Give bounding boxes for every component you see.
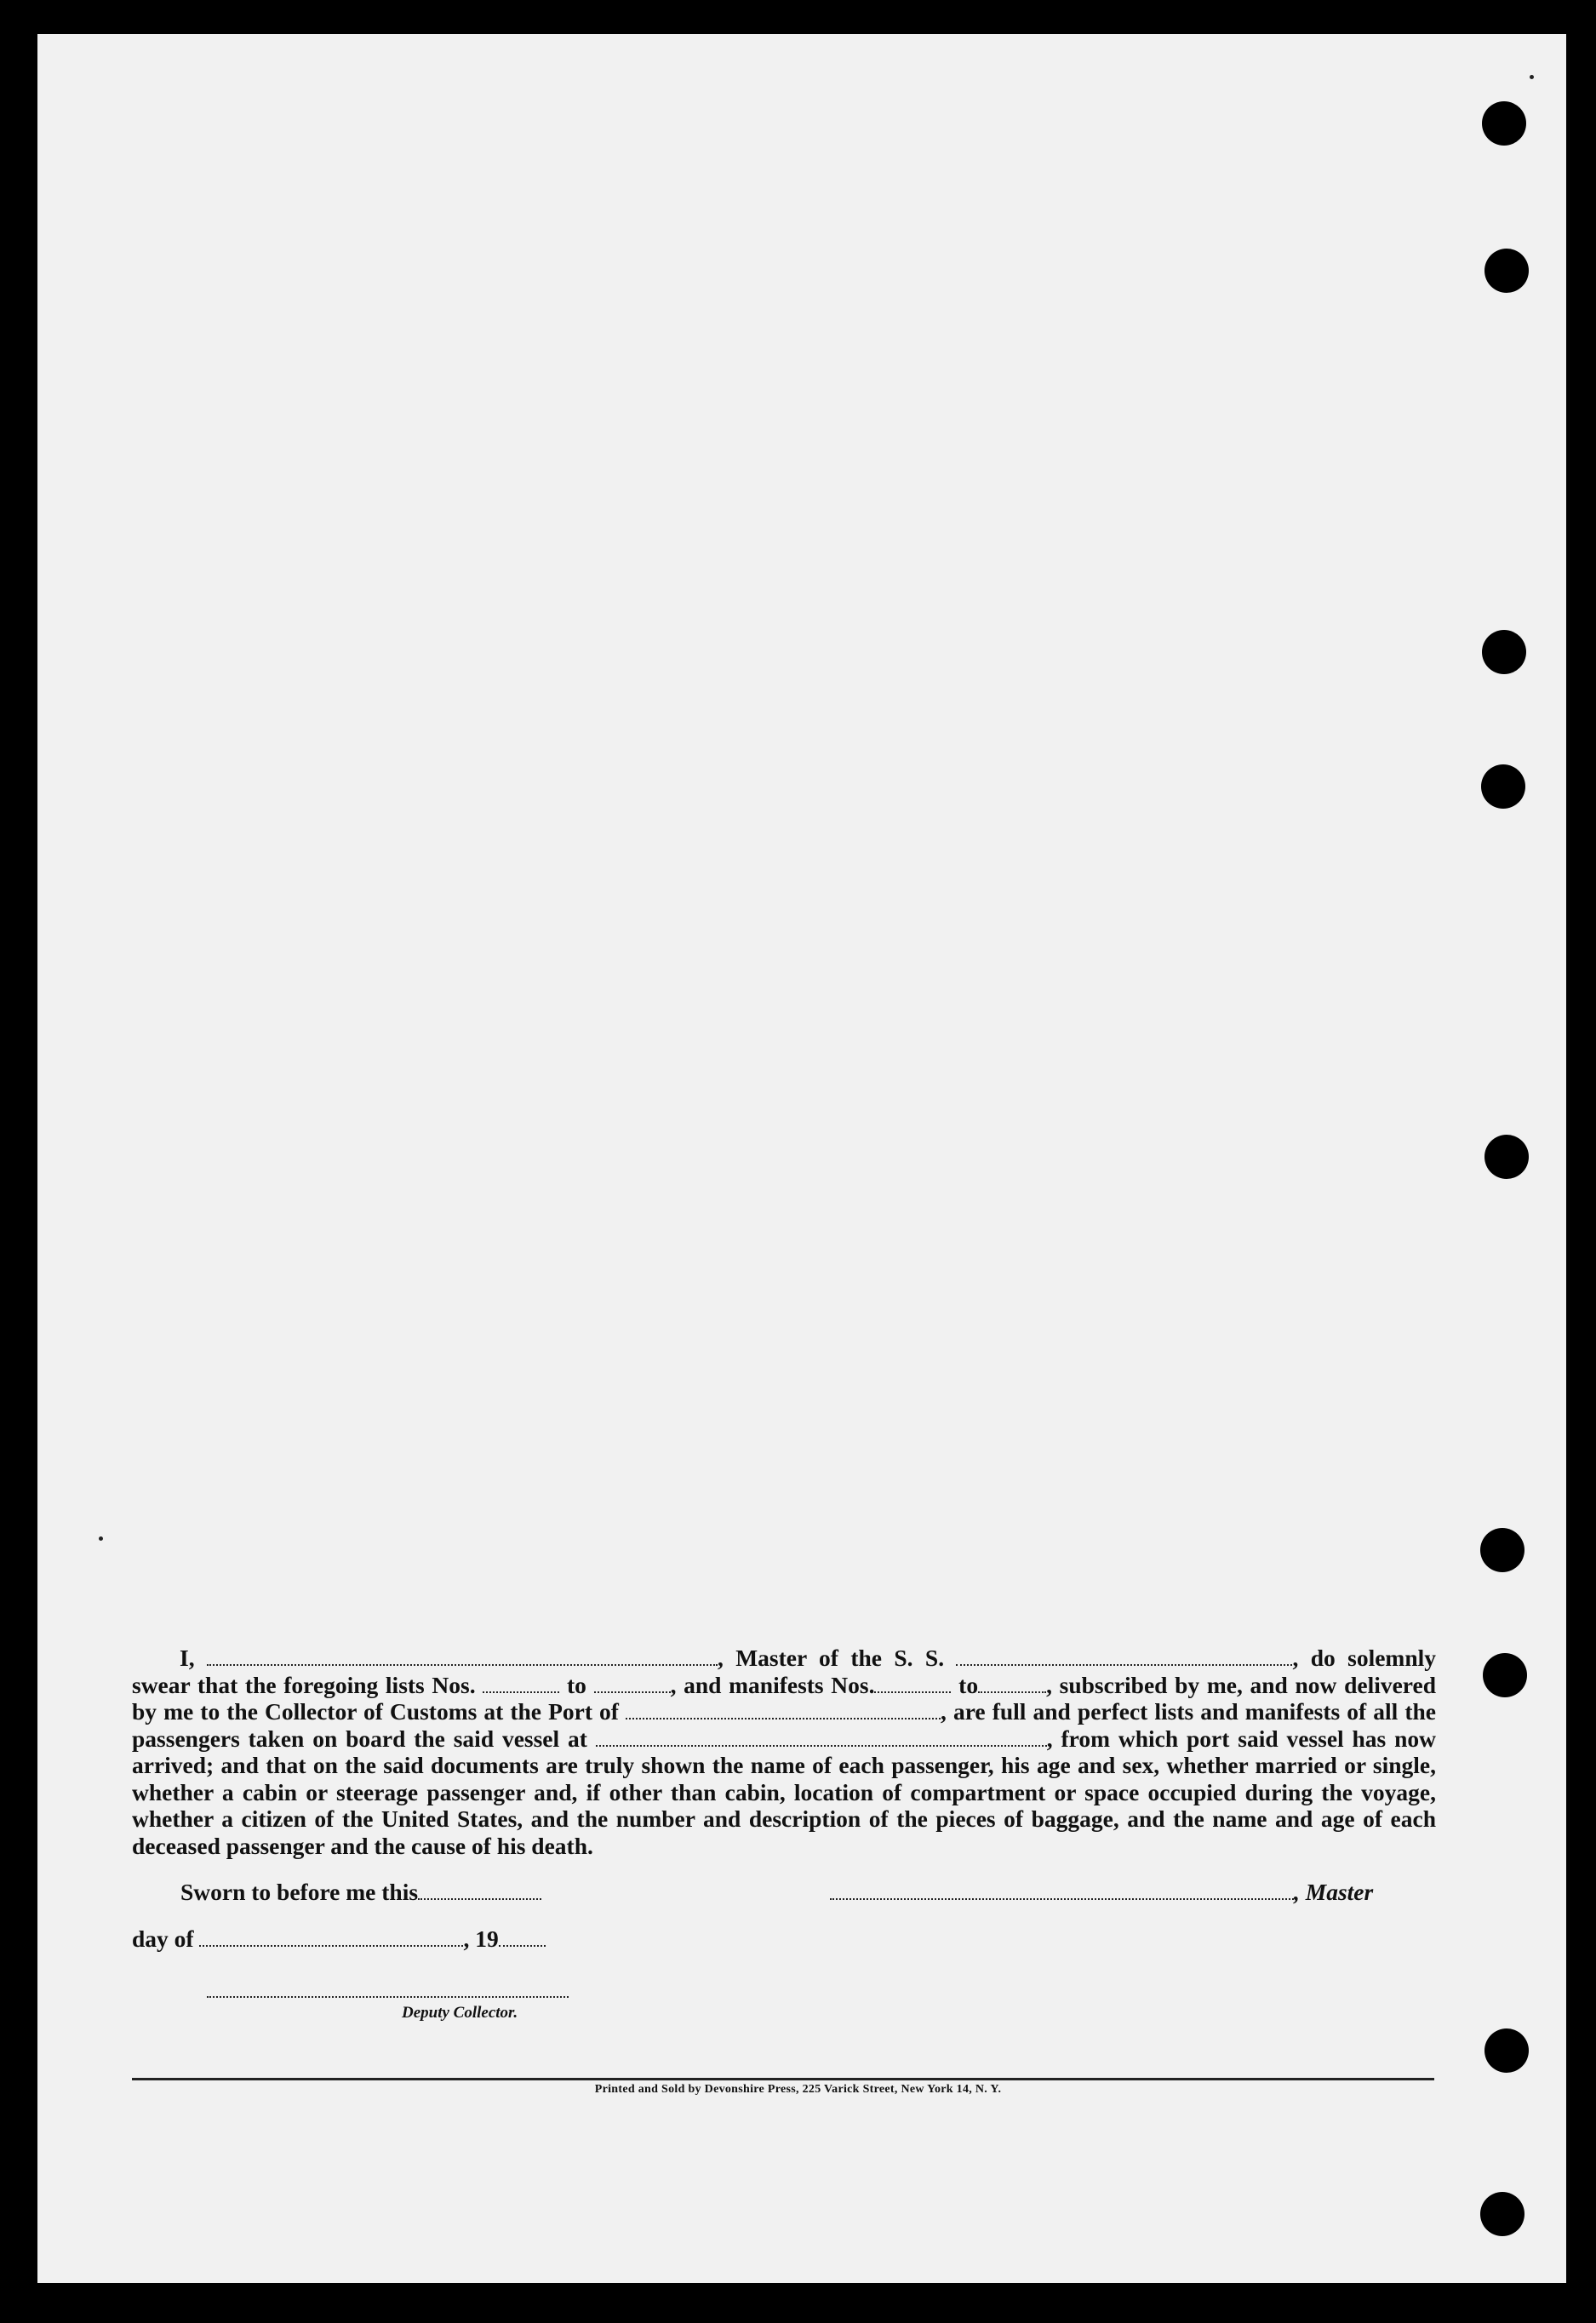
master-name-field[interactable] (207, 1645, 718, 1666)
punch-hole (1484, 249, 1529, 293)
oath-text: , do solemnly swear that the foregoing lists Nos. (132, 1645, 1437, 1698)
oath-text: , Master of the S. S. (717, 1645, 945, 1671)
year-field[interactable] (499, 1926, 546, 1947)
ink-speck (1530, 75, 1534, 79)
oath-text: , are full and perfect lists and manifests of all the passengers taken on board the said vessel at (132, 1698, 1437, 1752)
manifests-from-field[interactable] (874, 1673, 951, 1693)
lists-from-field[interactable] (483, 1673, 559, 1693)
sworn-label: Sworn to before me this (180, 1879, 419, 1905)
vessel-name-field[interactable] (956, 1645, 1292, 1666)
oath-paragraph (132, 1645, 1436, 1859)
master-signature-field[interactable] (830, 1880, 1294, 1900)
day-label: day of (132, 1925, 194, 1952)
punch-hole (1482, 101, 1526, 146)
month-field[interactable] (199, 1926, 463, 1947)
master-label: , Master (1294, 1879, 1374, 1905)
oath-text: to (958, 1671, 979, 1698)
punch-hole (1483, 1653, 1527, 1697)
port-field[interactable] (626, 1699, 941, 1719)
oath-text: , subscribed by me, and now delivered by me to the Collector of Customs at the Port of (132, 1671, 1437, 1725)
footer-rule (132, 2078, 1434, 2080)
punch-hole (1480, 1528, 1524, 1572)
lists-to-field[interactable] (594, 1673, 671, 1693)
punch-hole (1482, 630, 1526, 674)
departure-port-field[interactable] (596, 1726, 1047, 1747)
deputy-signature-field[interactable] (207, 1996, 569, 1998)
oath-text: , from which port said vessel has now arrived; and that on the said documents are truly shown the name of each passenger, his age and sex, whether married or single, whether a cabin or steerage passenger and, if other than cabin, location of compartment or space occupied during the voyage, whether a citizen of the United States, and the number and description of the pieces of baggage, and the name and age of each deceased passenger and the cause of his death. (132, 1725, 1437, 1859)
punch-hole (1480, 2192, 1524, 2236)
ink-speck (99, 1536, 103, 1541)
sworn-date-field[interactable] (418, 1880, 541, 1900)
oath-text: I, (180, 1645, 195, 1671)
day-line (132, 1925, 546, 1953)
punch-hole (1481, 764, 1525, 809)
deputy-collector-label: Deputy Collector. (402, 2004, 518, 2022)
printer-imprint: Printed and Sold by Devonshire Press, 225 Varick Street, New York 14, N. Y. (594, 2083, 1002, 2096)
oath-text: to (566, 1671, 586, 1698)
oath-text: , and manifests Nos. (670, 1671, 875, 1698)
manifests-to-field[interactable] (978, 1673, 1046, 1693)
punch-hole (1484, 1135, 1529, 1179)
year-label: , 19 (463, 1925, 499, 1952)
sworn-line (180, 1879, 541, 1906)
master-signature-line (830, 1879, 1373, 1906)
punch-hole (1484, 2028, 1529, 2073)
